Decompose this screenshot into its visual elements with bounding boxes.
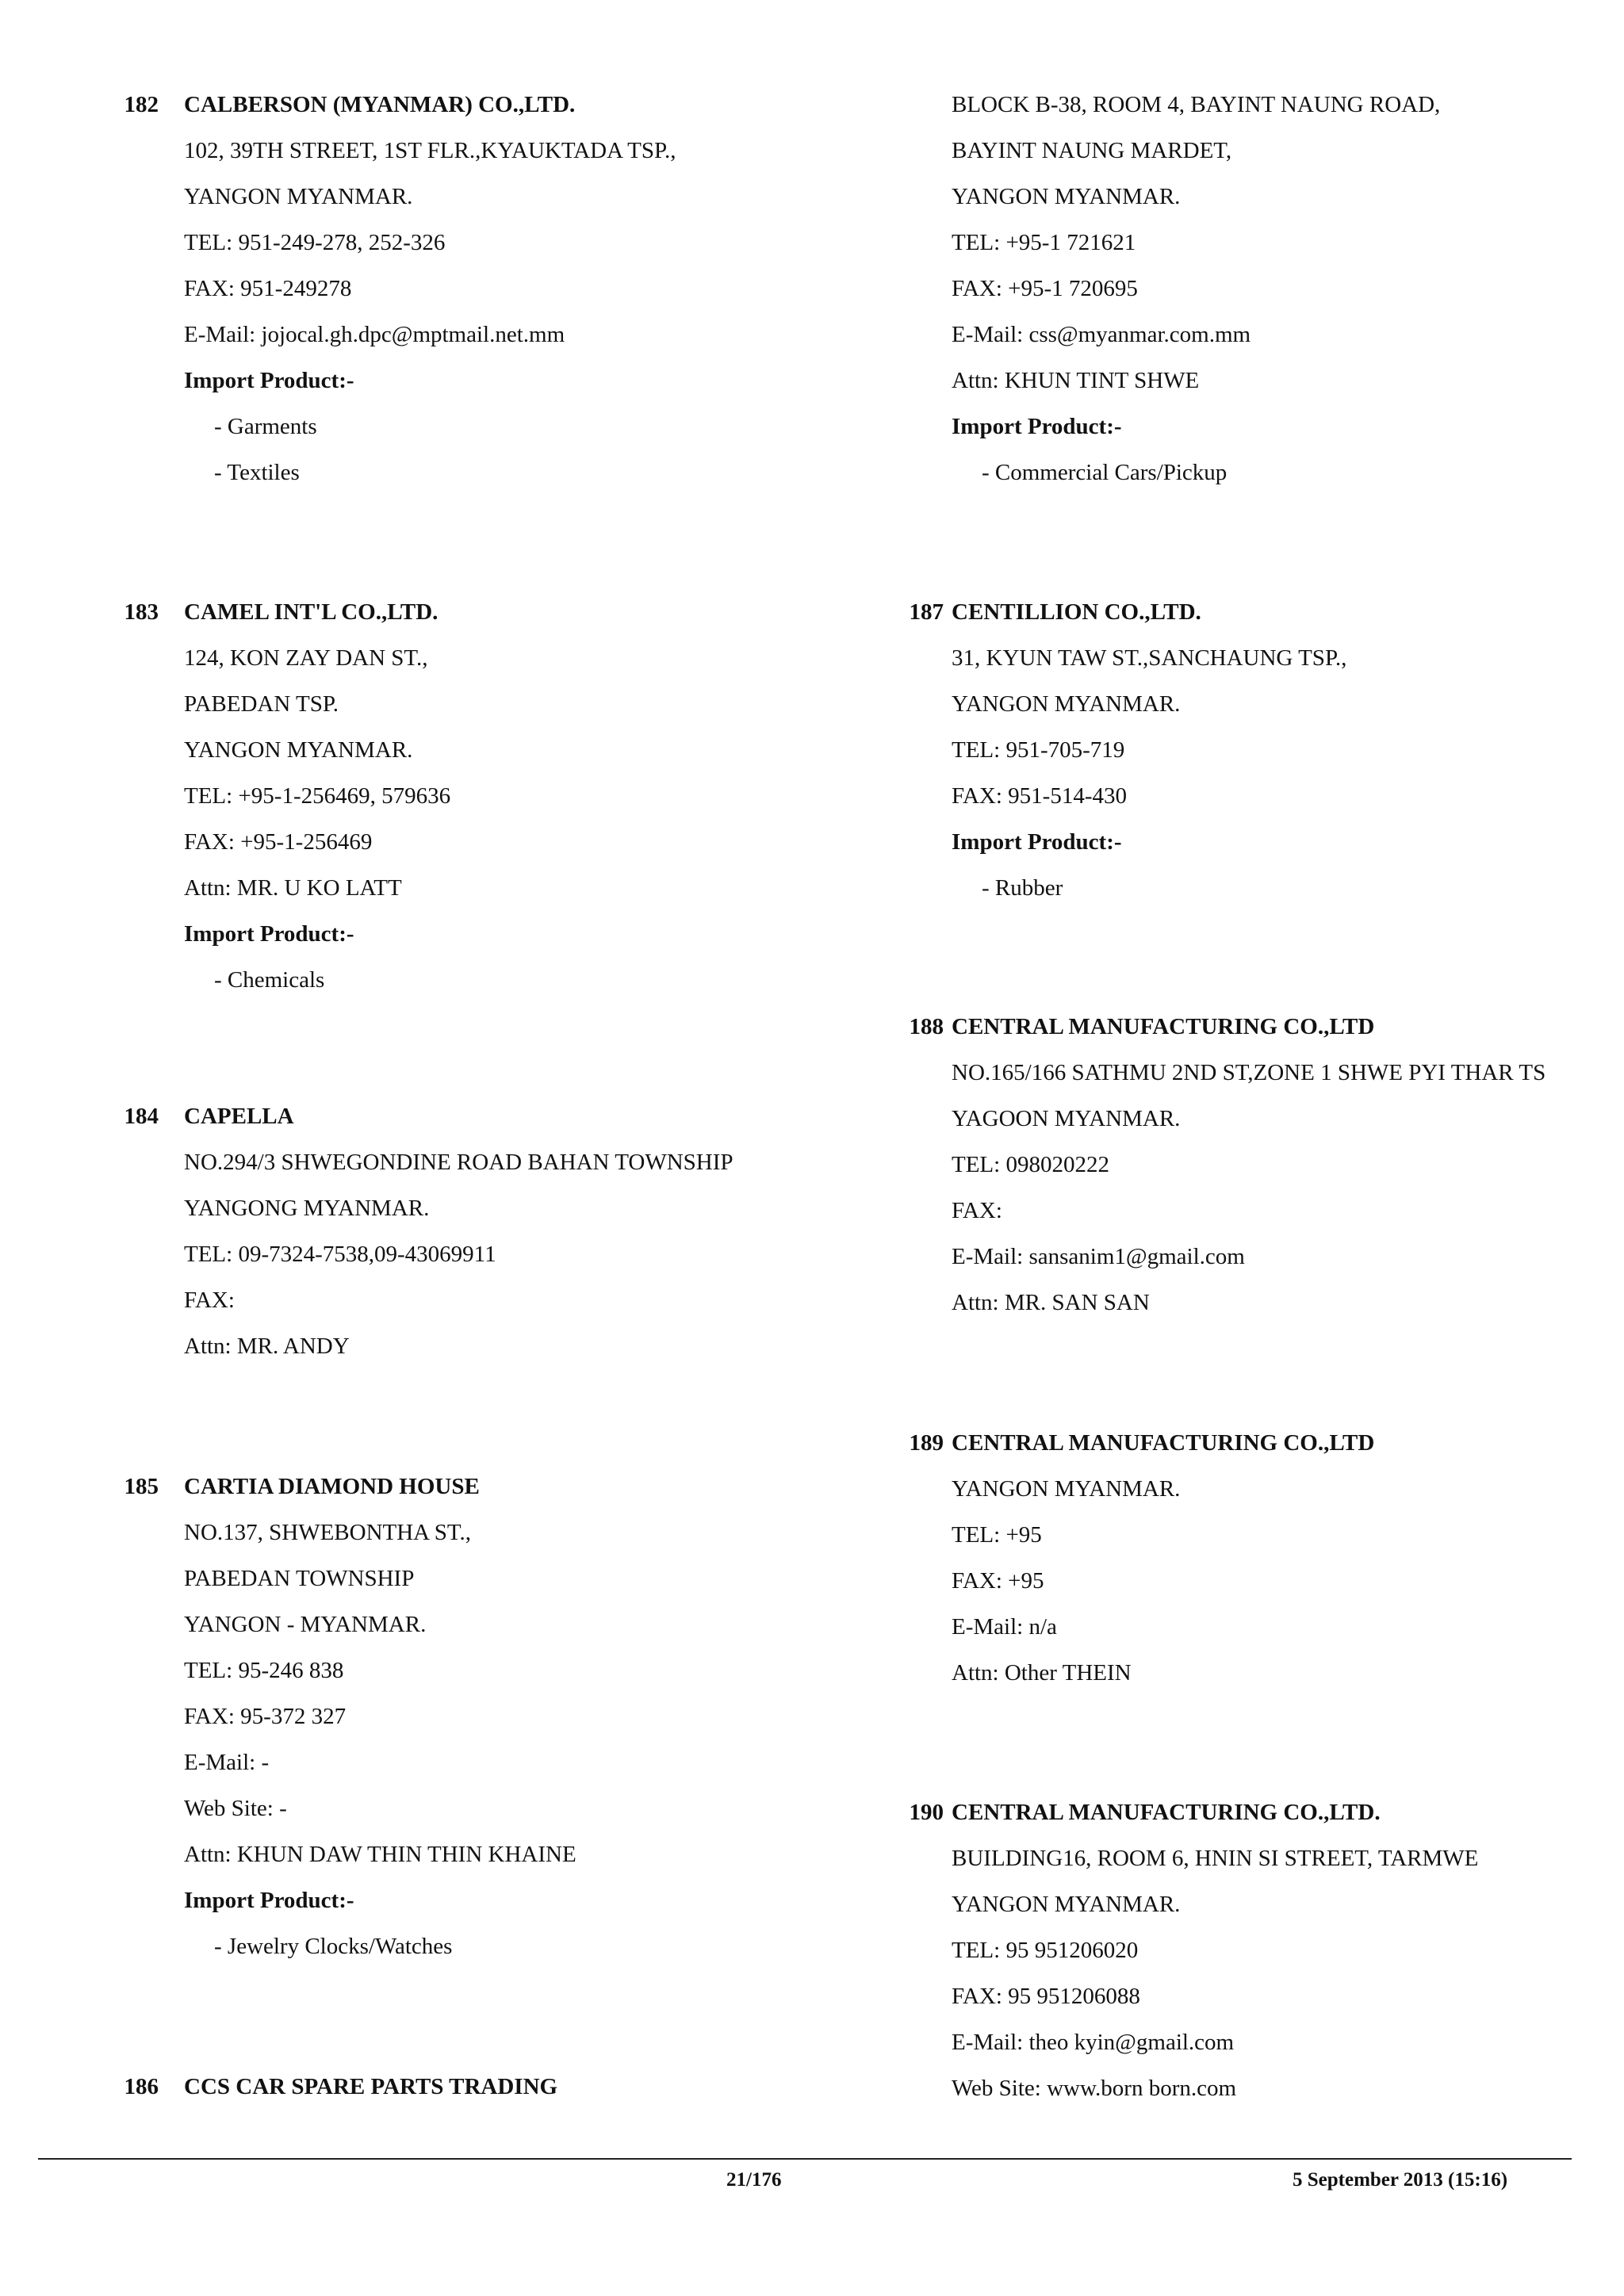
company-name: CENTRAL MANUFACTURING CO.,LTD. <box>952 1800 1381 1825</box>
import-product-item: - Garments <box>214 414 317 439</box>
detail-line: E-Mail: theo kyin@gmail.com <box>952 2030 1235 2055</box>
entry-number: 182 <box>124 92 159 117</box>
import-product-item: - Textiles <box>214 460 300 485</box>
import-product-heading: Import Product:- <box>184 368 354 393</box>
detail-line: Attn: KHUN TINT SHWE <box>952 368 1200 393</box>
entry-number: 185 <box>124 1474 159 1499</box>
detail-line: YANGON MYANMAR. <box>952 184 1181 209</box>
detail-line: FAX: 951-249278 <box>184 276 352 301</box>
detail-line: Attn: Other THEIN <box>952 1660 1132 1686</box>
detail-line: Web Site: - <box>184 1796 287 1821</box>
entry-details <box>184 642 450 1010</box>
company-name: CARTIA DIAMOND HOUSE <box>184 1474 480 1499</box>
detail-line: FAX: 951-514-430 <box>952 783 1127 809</box>
detail-line: Attn: KHUN DAW THIN THIN KHAINE <box>184 1842 576 1867</box>
company-name: CALBERSON (MYANMAR) CO.,LTD. <box>184 92 576 117</box>
entry-details <box>184 1146 733 1376</box>
entry-number: 184 <box>124 1104 159 1129</box>
detail-line: YANGON MYANMAR. <box>184 737 413 763</box>
detail-line: FAX: 95 951206088 <box>952 1984 1140 2009</box>
footer-divider <box>38 2158 1572 2160</box>
detail-line: YANGON MYANMAR. <box>952 1476 1181 1502</box>
detail-line: TEL: +95-1-256469, 579636 <box>184 783 451 809</box>
entry-details <box>952 642 1346 918</box>
detail-line: PABEDAN TOWNSHIP <box>184 1566 415 1591</box>
import-product-heading: Import Product:- <box>184 921 354 947</box>
entry-number: 189 <box>909 1430 944 1456</box>
entry-number: 188 <box>909 1014 944 1039</box>
detail-line: YANGONG MYANMAR. <box>184 1196 430 1221</box>
detail-line: TEL: +95 <box>952 1522 1042 1548</box>
detail-line: Attn: MR. SAN SAN <box>952 1290 1150 1315</box>
entry-number: 183 <box>124 599 159 625</box>
entry-details <box>952 1843 1478 2118</box>
detail-line: TEL: 098020222 <box>952 1152 1109 1177</box>
entry-details <box>184 1517 576 1976</box>
detail-line: TEL: 95-246 838 <box>184 1658 344 1683</box>
detail-line: TEL: 951-705-719 <box>952 737 1125 763</box>
detail-line: 124, KON ZAY DAN ST., <box>184 645 428 671</box>
detail-line: Attn: MR. U KO LATT <box>184 875 402 901</box>
detail-line: FAX: <box>184 1288 235 1313</box>
import-product-item: - Chemicals <box>214 967 325 993</box>
detail-line: Web Site: www.born born.com <box>952 2076 1237 2101</box>
detail-line: Attn: MR. ANDY <box>184 1334 350 1359</box>
detail-line: YANGON - MYANMAR. <box>184 1612 427 1637</box>
company-name: CENTILLION CO.,LTD. <box>952 599 1201 625</box>
detail-line: YAGOON MYANMAR. <box>952 1106 1181 1131</box>
detail-line: TEL: 09-7324-7538,09-43069911 <box>184 1242 496 1267</box>
detail-line: 102, 39TH STREET, 1ST FLR.,KYAUKTADA TSP., <box>184 138 676 163</box>
detail-line: YANGON MYANMAR. <box>952 691 1181 717</box>
detail-line: TEL: 95 951206020 <box>952 1938 1139 1963</box>
company-name: CCS CAR SPARE PARTS TRADING <box>184 2074 558 2099</box>
import-product-item: - Commercial Cars/Pickup <box>982 460 1228 485</box>
import-product-heading: Import Product:- <box>952 414 1122 439</box>
import-product-item: - Jewelry Clocks/Watches <box>214 1934 453 1959</box>
entry-number: 186 <box>124 2074 159 2099</box>
company-name: CAPELLA <box>184 1104 294 1129</box>
company-name: CENTRAL MANUFACTURING CO.,LTD <box>952 1014 1375 1039</box>
detail-line: BUILDING16, ROOM 6, HNIN SI STREET, TARMWE <box>952 1846 1479 1871</box>
entry-details <box>952 89 1440 503</box>
detail-line: BAYINT NAUNG MARDET, <box>952 138 1232 163</box>
import-product-heading: Import Product:- <box>952 829 1122 855</box>
company-name: CENTRAL MANUFACTURING CO.,LTD <box>952 1430 1375 1456</box>
company-name: CAMEL INT'L CO.,LTD. <box>184 599 439 625</box>
detail-line: NO.165/166 SATHMU 2ND ST,ZONE 1 SHWE PYI THAR TS <box>952 1060 1546 1085</box>
print-date: 5 September 2013 (15:16) <box>1293 2169 1508 2191</box>
entry-details <box>184 135 676 503</box>
detail-line: NO.294/3 SHWEGONDINE ROAD BAHAN TOWNSHIP <box>184 1150 733 1175</box>
detail-line: FAX: +95-1 720695 <box>952 276 1138 301</box>
detail-line: PABEDAN TSP. <box>184 691 339 717</box>
import-product-heading: Import Product:- <box>184 1888 354 1913</box>
page-number: 21/176 <box>726 2169 782 2191</box>
detail-line: NO.137, SHWEBONTHA ST., <box>184 1520 471 1545</box>
detail-line: FAX: +95 <box>952 1568 1044 1594</box>
detail-line: FAX: <box>952 1198 1002 1223</box>
detail-line: FAX: +95-1-256469 <box>184 829 373 855</box>
detail-line: E-Mail: sansanim1@gmail.com <box>952 1244 1245 1269</box>
detail-line: YANGON MYANMAR. <box>952 1892 1181 1917</box>
detail-line: TEL: 951-249-278, 252-326 <box>184 230 446 255</box>
detail-line: E-Mail: n/a <box>952 1614 1057 1640</box>
entry-number: 190 <box>909 1800 944 1825</box>
entry-details <box>952 1057 1545 1333</box>
detail-line: TEL: +95-1 721621 <box>952 230 1136 255</box>
detail-line: YANGON MYANMAR. <box>184 184 413 209</box>
import-product-item: - Rubber <box>982 875 1063 901</box>
detail-line: FAX: 95-372 327 <box>184 1704 347 1729</box>
detail-line: BLOCK B-38, ROOM 4, BAYINT NAUNG ROAD, <box>952 92 1441 117</box>
entry-number: 187 <box>909 599 944 625</box>
detail-line: E-Mail: jojocal.gh.dpc@mptmail.net.mm <box>184 322 565 347</box>
detail-line: 31, KYUN TAW ST.,SANCHAUNG TSP., <box>952 645 1347 671</box>
detail-line: E-Mail: - <box>184 1750 270 1775</box>
entry-details <box>952 1473 1180 1703</box>
detail-line: E-Mail: css@myanmar.com.mm <box>952 322 1251 347</box>
